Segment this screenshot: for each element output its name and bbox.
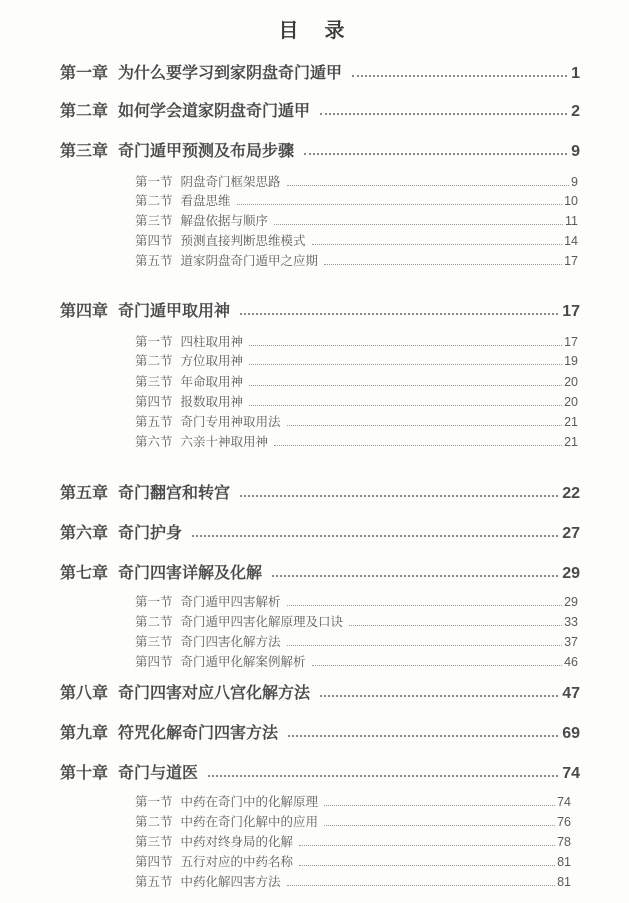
- toc-chapter-entry[interactable]: [60, 98, 580, 121]
- toc-section-entry[interactable]: [135, 852, 571, 870]
- entry-page-number: 2: [571, 103, 580, 120]
- entry-title: 方位取用神: [180, 354, 244, 368]
- entry-title: 奇门遁甲四害化解原理及口诀: [180, 615, 344, 629]
- entry-number: 第三章: [60, 143, 109, 160]
- toc-chapter-entry[interactable]: [60, 60, 580, 83]
- entry-page-number: 14: [564, 234, 578, 248]
- dot-leader: [249, 345, 562, 346]
- entry-number: 第二节: [135, 615, 173, 629]
- entry-title: 奇门翻宫和转宫: [118, 485, 231, 502]
- entry-page-number: 69: [562, 725, 580, 742]
- entry-page-number: 33: [564, 615, 578, 629]
- toc-section-entry[interactable]: [135, 592, 578, 610]
- entry-number: 第三节: [135, 635, 173, 649]
- toc-section-entry[interactable]: [135, 372, 578, 390]
- entry-page-number: 81: [557, 875, 571, 889]
- entry-title: 道家阴盘奇门遁甲之应期: [180, 254, 319, 268]
- entry-number: 第八章: [60, 685, 109, 702]
- dot-leader: [240, 313, 558, 315]
- entry-number: 第七章: [60, 565, 109, 582]
- dot-leader: [287, 185, 570, 186]
- entry-page-number: 81: [557, 855, 571, 869]
- entry-title: 中药对终身局的化解: [180, 835, 294, 849]
- entry-number: 第一节: [135, 595, 173, 609]
- entry-number: 第六章: [60, 525, 109, 542]
- entry-title: 奇门四害详解及化解: [118, 565, 263, 582]
- toc-chapter-entry[interactable]: [60, 520, 580, 543]
- toc-chapter-entry[interactable]: [60, 298, 580, 321]
- toc-section-entry[interactable]: [135, 832, 571, 850]
- entry-page-number: 74: [557, 795, 571, 809]
- entry-number: 第五节: [135, 415, 173, 429]
- dot-leader: [208, 775, 558, 777]
- entry-title: 奇门遁甲四害解析: [180, 595, 281, 609]
- entry-number: 第九章: [60, 725, 109, 742]
- toc-section-entry[interactable]: [135, 211, 578, 229]
- entry-page-number: 20: [564, 395, 578, 409]
- entry-number: 第五章: [60, 485, 109, 502]
- entry-title: 奇门专用神取用法: [180, 415, 281, 429]
- dot-leader: [274, 224, 563, 225]
- entry-number: 第二章: [60, 103, 109, 120]
- page-title: 目录: [278, 20, 371, 42]
- entry-page-number: 22: [562, 485, 580, 502]
- toc-section-entry[interactable]: [135, 632, 578, 650]
- dot-leader: [312, 244, 563, 245]
- toc-section-entry[interactable]: [135, 231, 578, 249]
- toc-section-entry[interactable]: [135, 172, 578, 190]
- dot-leader: [324, 825, 555, 826]
- entry-page-number: 10: [564, 194, 578, 208]
- entry-title: 奇门与道医: [118, 765, 199, 782]
- toc-chapter-entry[interactable]: [60, 720, 580, 743]
- entry-title: 奇门四害对应八宫化解方法: [118, 685, 311, 702]
- entry-page-number: 9: [571, 175, 578, 189]
- dot-leader: [324, 264, 562, 265]
- dot-leader: [320, 695, 558, 697]
- entry-title: 中药化解四害方法: [180, 875, 281, 889]
- toc-section-entry[interactable]: [135, 251, 578, 269]
- entry-page-number: 11: [565, 214, 578, 228]
- toc-section-entry[interactable]: [135, 412, 578, 430]
- entry-page-number: 76: [557, 815, 571, 829]
- dot-leader: [249, 364, 562, 365]
- entry-title: 预测直接判断思维模式: [180, 234, 306, 248]
- entry-number: 第一章: [60, 65, 109, 82]
- entry-title: 为什么要学习到家阴盘奇门遁甲: [118, 65, 343, 82]
- entry-page-number: 27: [562, 525, 580, 542]
- entry-number: 第五节: [135, 875, 173, 889]
- entry-title: 五行对应的中药名称: [180, 855, 294, 869]
- toc-section-entry[interactable]: [135, 332, 578, 350]
- entry-page-number: 21: [564, 435, 578, 449]
- dot-leader: [352, 75, 567, 77]
- entry-page-number: 17: [564, 335, 578, 349]
- entry-page-number: 74: [562, 765, 580, 782]
- entry-page-number: 17: [564, 254, 578, 268]
- toc-section-entry[interactable]: [135, 392, 578, 410]
- entry-page-number: 19: [564, 354, 578, 368]
- dot-leader: [312, 665, 563, 666]
- dot-leader: [249, 385, 562, 386]
- entry-title: 奇门护身: [118, 525, 183, 542]
- dot-leader: [349, 625, 562, 626]
- dot-leader: [304, 153, 567, 155]
- entry-number: 第四节: [135, 234, 173, 248]
- dot-leader: [237, 204, 563, 205]
- dot-leader: [287, 425, 563, 426]
- entry-title: 奇门遁甲预测及布局步骤: [118, 143, 295, 160]
- entry-title: 奇门四害化解方法: [180, 635, 281, 649]
- entry-page-number: 46: [564, 655, 578, 669]
- toc-section-entry[interactable]: [135, 652, 578, 670]
- entry-page-number: 1: [571, 65, 580, 82]
- dot-leader: [272, 575, 558, 577]
- entry-page-number: 21: [564, 415, 578, 429]
- entry-title: 年命取用神: [180, 375, 244, 389]
- entry-number: 第三节: [135, 214, 173, 228]
- entry-title: 报数取用神: [180, 395, 244, 409]
- dot-leader: [249, 405, 562, 406]
- toc-chapter-entry[interactable]: [60, 138, 580, 161]
- entry-page-number: 78: [557, 835, 571, 849]
- entry-title: 四柱取用神: [180, 335, 244, 349]
- dot-leader: [287, 645, 563, 646]
- entry-number: 第三节: [135, 835, 173, 849]
- toc-section-entry[interactable]: [135, 812, 571, 830]
- entry-title: 看盘思维: [180, 194, 231, 208]
- entry-number: 第四节: [135, 655, 173, 669]
- entry-number: 第一节: [135, 335, 173, 349]
- dot-leader: [240, 495, 558, 497]
- entry-number: 第一节: [135, 175, 173, 189]
- entry-number: 第二节: [135, 194, 173, 208]
- entry-title: 如何学会道家阴盘奇门遁甲: [118, 103, 311, 120]
- toc-section-entry[interactable]: [135, 792, 571, 810]
- dot-leader: [324, 805, 555, 806]
- toc-chapter-entry[interactable]: [60, 560, 580, 583]
- entry-number: 第六节: [135, 435, 173, 449]
- dot-leader: [274, 445, 562, 446]
- entry-title: 奇门遁甲取用神: [118, 303, 231, 320]
- entry-number: 第四章: [60, 303, 109, 320]
- entry-title: 六亲十神取用神: [180, 435, 269, 449]
- entry-number: 第四节: [135, 395, 173, 409]
- entry-number: 第五节: [135, 254, 173, 268]
- entry-page-number: 37: [564, 635, 578, 649]
- dot-leader: [287, 885, 556, 886]
- entry-number: 第十章: [60, 765, 109, 782]
- dot-leader: [299, 865, 555, 866]
- toc-section-entry[interactable]: [135, 872, 571, 890]
- toc-chapter-entry[interactable]: [60, 480, 580, 503]
- entry-number: 第一节: [135, 795, 173, 809]
- dot-leader: [287, 605, 563, 606]
- entry-title: 符咒化解奇门四害方法: [118, 725, 279, 742]
- toc-section-entry[interactable]: [135, 351, 578, 369]
- entry-number: 第二节: [135, 354, 173, 368]
- entry-page-number: 17: [562, 303, 580, 320]
- entry-title: 奇门遁甲化解案例解析: [180, 655, 306, 669]
- entry-page-number: 29: [562, 565, 580, 582]
- dot-leader: [320, 113, 567, 115]
- entry-title: 中药在奇门中的化解原理: [180, 795, 319, 809]
- dot-leader: [192, 535, 558, 537]
- entry-number: 第四节: [135, 855, 173, 869]
- entry-title: 中药在奇门化解中的应用: [180, 815, 319, 829]
- entry-number: 第三节: [135, 375, 173, 389]
- entry-title: 阴盘奇门框架思路: [180, 175, 281, 189]
- entry-title: 解盘依据与顺序: [180, 214, 269, 228]
- toc-section-entry[interactable]: [135, 432, 578, 450]
- entry-page-number: 9: [571, 143, 580, 160]
- toc-chapter-entry[interactable]: [60, 760, 580, 783]
- entry-page-number: 47: [562, 685, 580, 702]
- toc-section-entry[interactable]: [135, 612, 578, 630]
- entry-page-number: 29: [564, 595, 578, 609]
- entry-page-number: 20: [564, 375, 578, 389]
- entry-number: 第二节: [135, 815, 173, 829]
- toc-chapter-entry[interactable]: [60, 680, 580, 703]
- toc-section-entry[interactable]: [135, 191, 578, 209]
- dot-leader: [288, 735, 558, 737]
- dot-leader: [299, 845, 555, 846]
